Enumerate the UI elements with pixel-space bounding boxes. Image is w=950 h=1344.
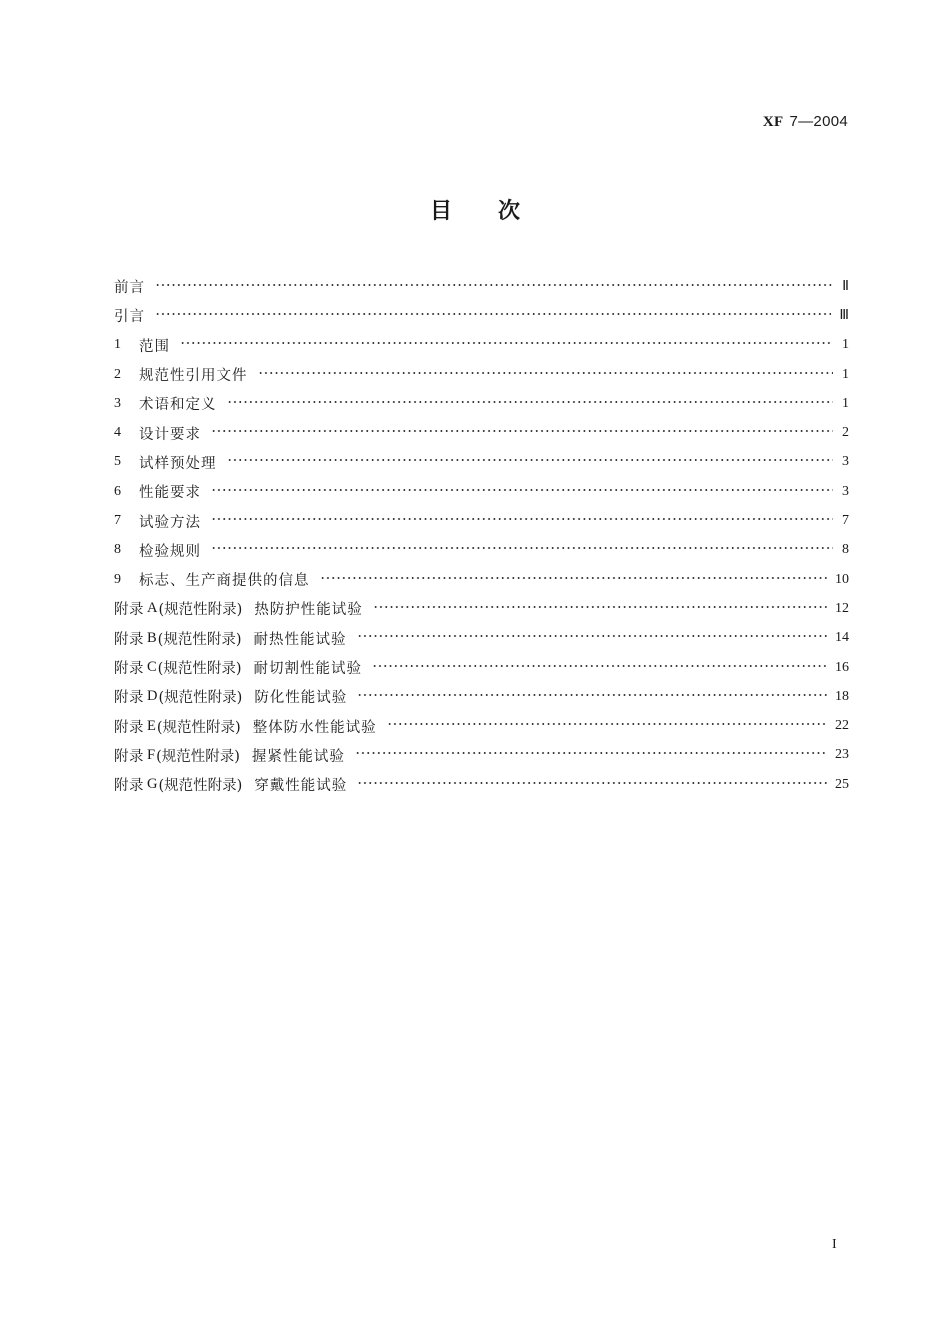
document-code-number: 7—2004 [789,113,848,130]
document-code [763,113,848,131]
toc-entry-number: 3 [114,395,121,411]
toc-entry-label: 耐热性能试验 [253,631,347,648]
appendix-prefix: 附录 [114,602,144,619]
toc-entry-number: 4 [114,425,121,441]
toc-entry-number: 1 [114,337,121,353]
toc-entry-label: 热防护性能试验 [254,602,363,619]
document-code-prefix: XF [762,114,784,130]
toc-entry-page: 22 [835,718,849,734]
toc-entry-page: Ⅱ [842,279,849,295]
toc-entry-appendix-c[interactable] [114,653,849,682]
dot-leader [357,776,827,790]
toc-entry-label: 性能要求 [139,485,201,502]
toc-entry-label: 整体防水性能试验 [252,719,377,736]
appendix-type: (规范性附录) [158,690,243,707]
toc-entry-appendix-e[interactable] [114,711,849,740]
toc-entry-number: 6 [114,483,121,499]
toc-entry-number: 7 [114,513,121,529]
toc-entry-page: 1 [842,337,849,353]
appendix-prefix: 附录 [114,778,144,795]
table-of-contents [114,272,849,799]
toc-entry-page: 12 [835,600,849,616]
appendix-letter: F [147,746,156,763]
page-number: I [832,1237,837,1252]
toc-entry-label: 规范性引用文件 [139,368,248,385]
toc-entry-section-9[interactable] [114,565,849,594]
toc-entry-page: 1 [842,395,849,411]
dot-leader [211,424,833,438]
toc-entry-section-6[interactable] [114,477,849,506]
toc-entry-page: 7 [842,513,849,529]
appendix-letter: D [147,688,158,705]
dot-leader [180,336,833,350]
toc-entry-page: 18 [835,688,849,704]
toc-entry-page: Ⅲ [839,308,849,324]
appendix-letter: G [147,776,158,793]
appendix-letter: A [147,600,158,617]
dot-leader [387,717,827,731]
appendix-prefix: 附录 [114,748,144,765]
toc-entry-section-8[interactable] [114,536,849,565]
toc-entry-page: 3 [842,483,849,499]
toc-entry-number: 5 [114,454,121,470]
appendix-letter: C [147,659,157,675]
toc-entry-page: 3 [842,454,849,470]
appendix-prefix: 附录 [114,631,144,648]
toc-entry-label: 范围 [139,338,170,355]
toc-entry-label: 防化性能试验 [254,690,348,707]
toc-entry-section-5[interactable] [114,448,849,477]
toc-entry-label: 术语和定义 [139,397,217,414]
dot-leader [227,395,834,409]
toc-entry-page: 1 [842,366,849,382]
toc-entry-number: 9 [114,571,121,587]
appendix-type: (规范性附录) [157,661,242,677]
appendix-type: (规范性附录) [156,748,240,765]
appendix-type: (规范性附录) [156,719,241,736]
toc-entry-label: 检验规则 [139,543,201,560]
toc-entry-number: 8 [114,542,121,558]
toc-entry-label: 试验方法 [139,514,201,531]
dot-leader [227,453,834,467]
toc-entry-label: 标志、生产商提供的信息 [139,573,310,590]
dot-leader [211,512,833,526]
dot-leader [258,366,834,380]
appendix-prefix: 附录 [114,719,144,736]
toc-entry-appendix-b[interactable] [114,624,849,653]
toc-entry-label: 前言 [114,280,145,297]
dot-leader [320,571,828,585]
dot-leader [373,600,827,614]
toc-entry-appendix-g[interactable] [114,770,849,799]
toc-entry-section-1[interactable] [114,331,849,360]
toc-entry-page: 23 [835,747,849,763]
dot-leader [211,483,833,497]
toc-entry-appendix-f[interactable] [114,741,849,770]
appendix-prefix: 附录 [114,690,144,707]
toc-entry-label: 引言 [114,309,145,326]
toc-entry-page: 25 [835,776,849,792]
appendix-type: (规范性附录) [158,778,243,795]
toc-entry-appendix-d[interactable] [114,682,849,711]
toc-entry-label: 设计要求 [139,426,201,443]
toc-entry-section-3[interactable] [114,389,849,418]
appendix-letter: E [147,717,156,734]
toc-title: 目次 [429,199,566,224]
toc-entry-page: 10 [835,571,849,587]
toc-entry-page: 8 [842,542,849,558]
toc-entry-section-4[interactable] [114,418,849,447]
dot-leader [357,629,828,643]
appendix-type: (规范性附录) [158,602,243,619]
appendix-prefix: 附录 [114,661,144,677]
toc-entry-page: 14 [835,630,849,646]
toc-entry-label: 试样预处理 [139,455,217,472]
toc-entry-page: 2 [842,425,849,441]
toc-entry-label: 耐切割性能试验 [253,661,362,677]
toc-entry-introduction[interactable] [114,301,849,330]
dot-leader [155,278,833,292]
dot-leader [357,688,827,702]
toc-entry-section-7[interactable] [114,506,849,535]
toc-entry-foreword[interactable] [114,272,849,301]
toc-entry-appendix-a[interactable] [114,594,849,623]
dot-leader [355,746,827,760]
toc-entry-number: 2 [114,366,121,382]
toc-entry-label: 穿戴性能试验 [254,778,348,795]
dot-leader [155,307,831,321]
toc-entry-section-2[interactable] [114,360,849,389]
toc-entry-label: 握紧性能试验 [251,748,345,765]
appendix-letter: B [147,629,157,646]
toc-entry-page: 16 [835,659,849,675]
appendix-type: (规范性附录) [157,631,242,648]
dot-leader [211,541,833,555]
dot-leader [372,659,827,673]
